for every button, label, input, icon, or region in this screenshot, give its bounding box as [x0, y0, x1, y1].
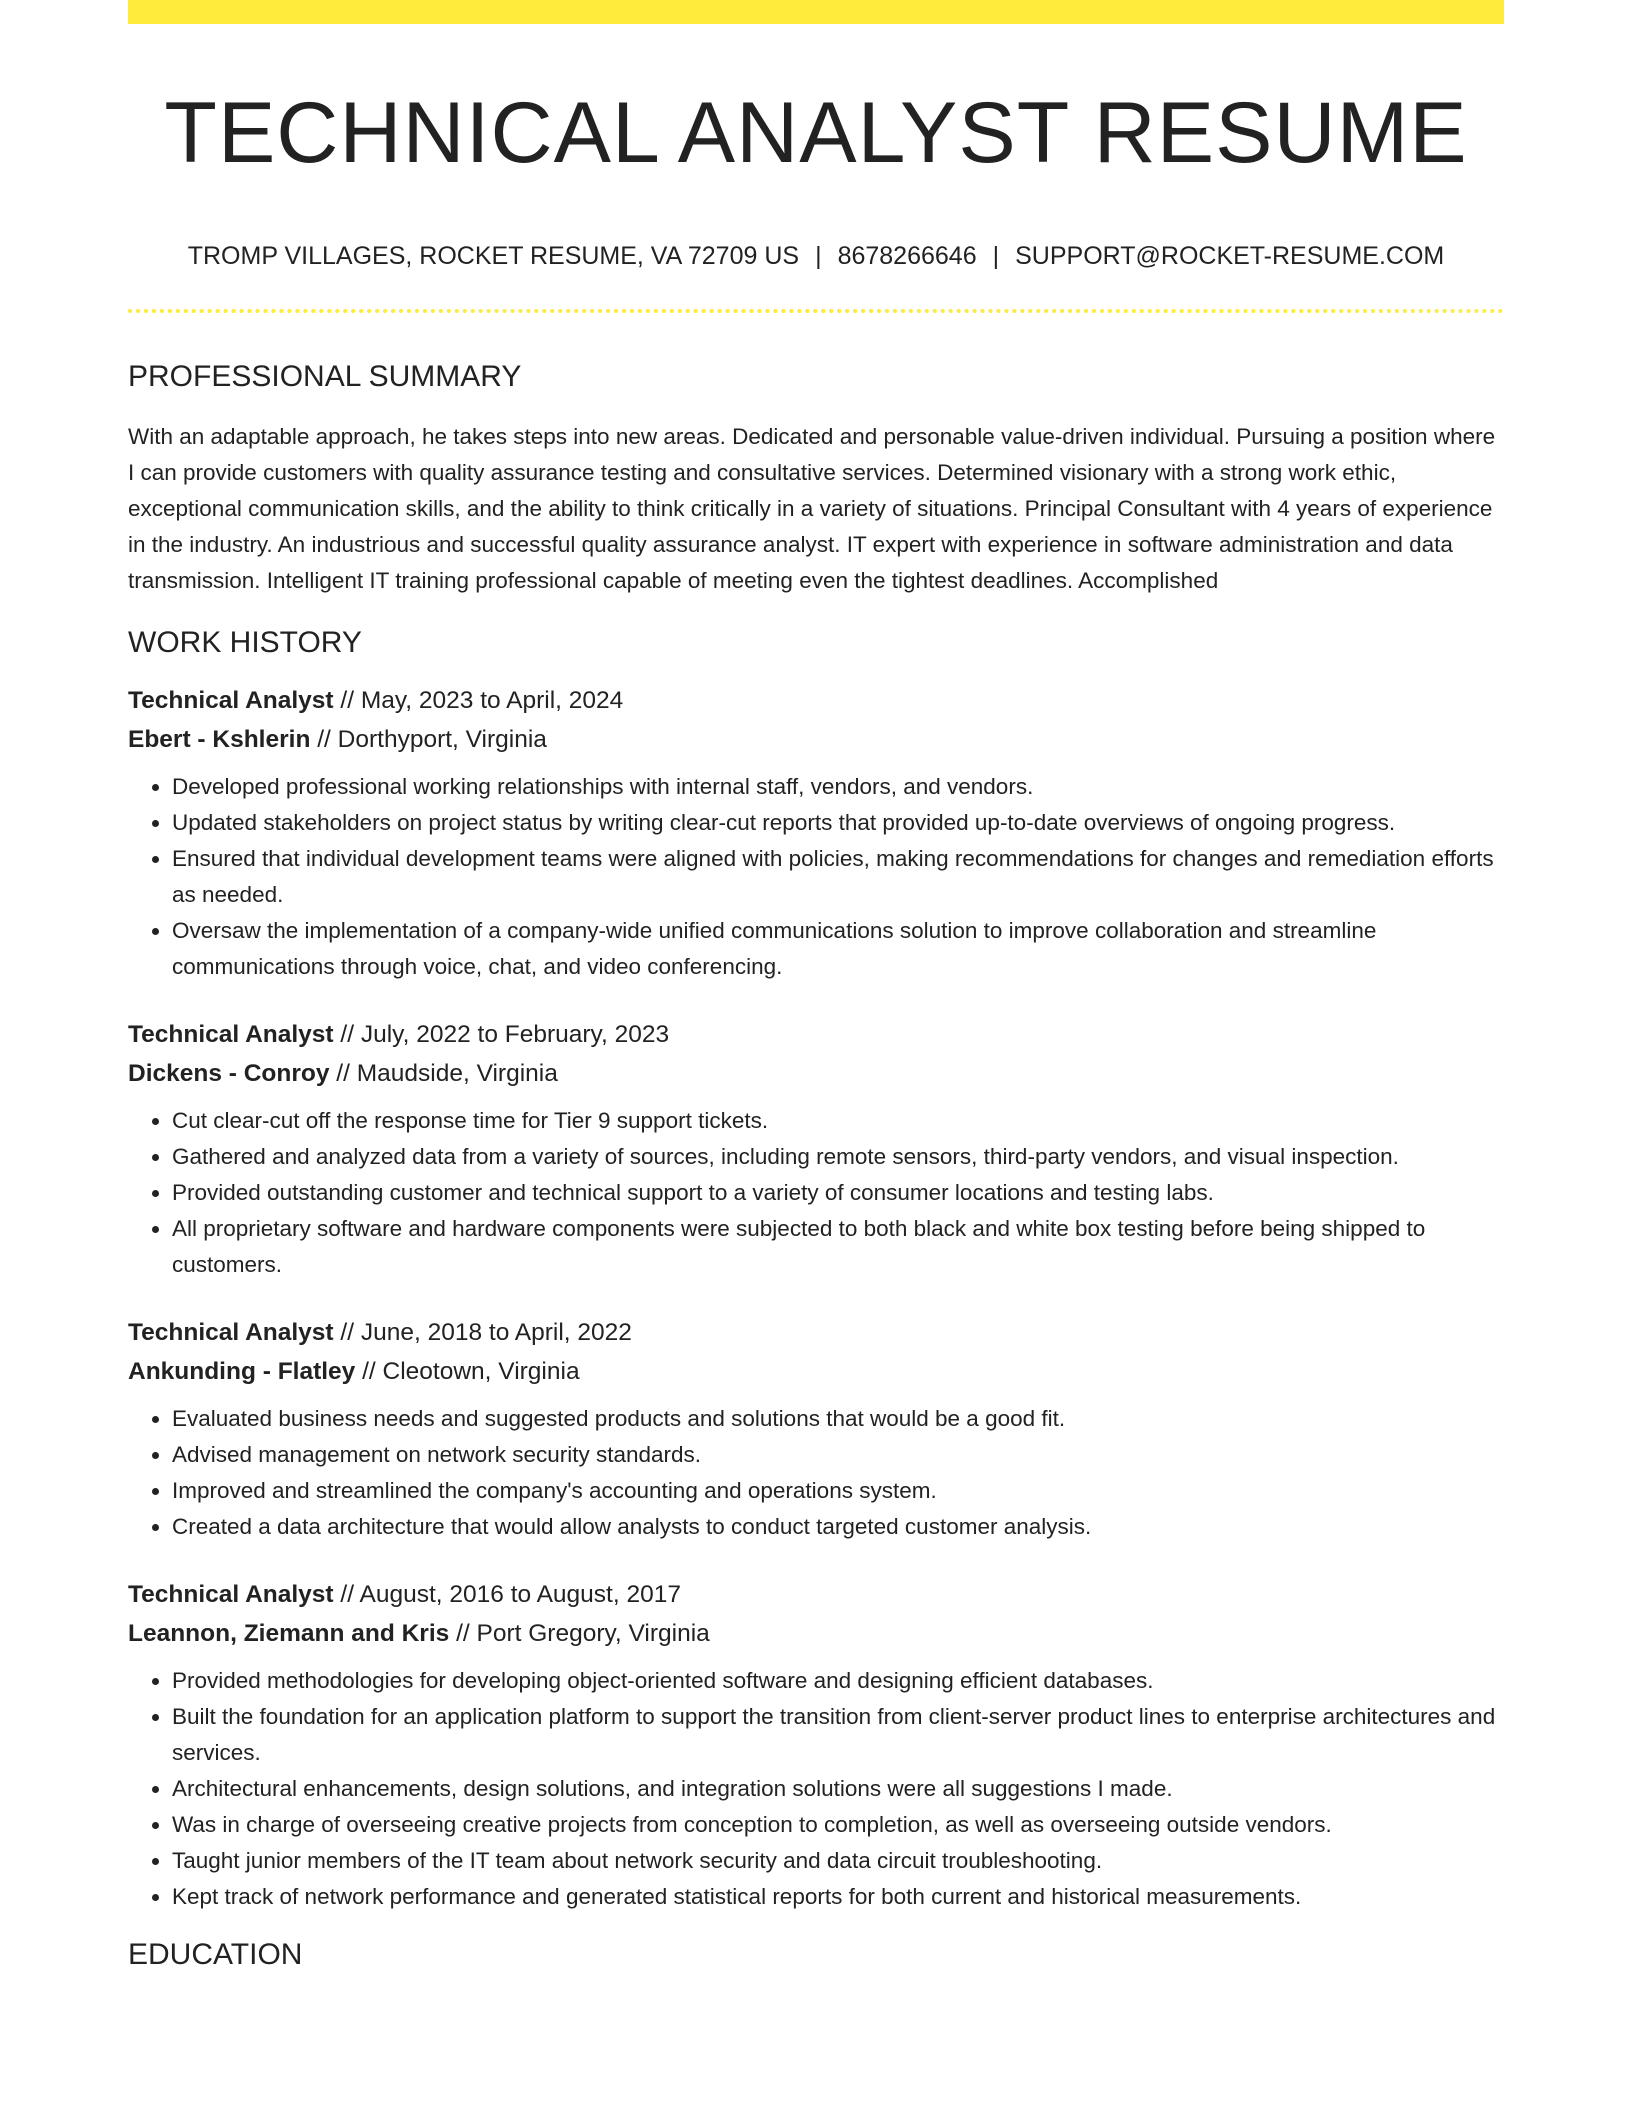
job-bullet: • All proprietary software and hardware components were subjected to both black and white box testing before being shipped to customers. — [172, 1211, 1504, 1283]
job-bullet: • Built the foundation for an application platform to support the transition from client-server product lines to enterprise architectures and services. — [172, 1699, 1504, 1771]
job-company-line — [128, 1054, 1504, 1093]
job-bullet: • Provided outstanding customer and technical support to a variety of consumer locations and testing labs. — [172, 1175, 1504, 1211]
job-bullet: • Gathered and analyzed data from a variety of sources, including remote sensors, third-party vendors, and visual inspection. — [172, 1139, 1504, 1175]
job-bullet: • Advised management on network security standards. — [172, 1437, 1504, 1473]
contact-line — [128, 241, 1504, 271]
job-bullet: • Updated stakeholders on project status by writing clear-cut reports that provided up-to-date overviews of ongoing progress. — [172, 805, 1504, 841]
job-location: Cleotown, Virginia — [382, 1357, 580, 1385]
job-title-line — [128, 1313, 1504, 1352]
job-title-line — [128, 1015, 1504, 1054]
education-heading: EDUCATION — [128, 1937, 303, 1971]
job-divider: // — [333, 1318, 361, 1346]
job-title-line — [128, 1575, 1504, 1614]
job-dates: June, 2018 to April, 2022 — [360, 1318, 632, 1346]
dotted-divider — [128, 309, 1504, 313]
job-entry — [128, 1015, 1504, 1283]
job-bullet: • Oversaw the implementation of a company-wide unified communications solution to improve collaboration and streamline communications through voice, chat, and video conferencing. — [172, 913, 1504, 985]
work-history-heading: WORK HISTORY — [128, 625, 362, 659]
summary-text: With an adaptable approach, he takes steps into new areas. Dedicated and personable value-driven individual. Pursuing a position where I can provide customers with quality assurance testing and consultative services. Determined visionary with a strong work ethic, exceptional communication skills, and the ability to think critically in a variety of situations. Principal Consultant with 4 years of experience in the industry. An industrious and successful quality assurance analyst. IT expert with experience in software administration and data transmission. Intelligent IT training professional capable of meeting even the tightest deadlines. Accomplished — [128, 423, 1496, 593]
job-bullet-list — [128, 1663, 1504, 1915]
job-bullet: • Improved and streamlined the company's accounting and operations system. — [172, 1473, 1504, 1509]
job-entry — [128, 1313, 1504, 1545]
job-location: Dorthyport, Virginia — [337, 725, 547, 753]
summary-heading: PROFESSIONAL SUMMARY — [128, 359, 522, 393]
job-company-line — [128, 720, 1504, 759]
work-history-list — [128, 681, 1504, 1915]
job-bullet: • Provided methodologies for developing object-oriented software and designing efficient databases. — [172, 1663, 1504, 1699]
job-divider: // — [333, 1580, 360, 1608]
job-divider: // — [333, 1020, 361, 1048]
job-location: Maudside, Virginia — [356, 1059, 558, 1087]
job-company-line — [128, 1614, 1504, 1653]
contact-phone: 8678266646 — [837, 241, 977, 270]
job-divider: // — [310, 725, 338, 753]
job-location: Port Gregory, Virginia — [476, 1619, 710, 1647]
job-company-line — [128, 1352, 1504, 1391]
job-dates: July, 2022 to February, 2023 — [360, 1020, 670, 1048]
job-divider: // — [329, 1059, 357, 1087]
job-divider: // — [449, 1619, 477, 1647]
job-company: Ankunding - Flatley — [128, 1357, 356, 1385]
job-company: Dickens - Conroy — [128, 1059, 330, 1087]
job-bullet: • Cut clear-cut off the response time for Tier 9 support tickets. — [172, 1103, 1504, 1139]
resume-title: TECHNICAL ANALYST RESUME — [164, 85, 1468, 181]
job-entry — [128, 681, 1504, 985]
contact-email: SUPPORT@ROCKET-RESUME.COM — [1015, 241, 1445, 270]
accent-top-bar — [128, 0, 1504, 24]
job-entry — [128, 1575, 1504, 1915]
job-bullet-list — [128, 1401, 1504, 1545]
job-bullet: • Developed professional working relationships with internal staff, vendors, and vendors. — [172, 769, 1504, 805]
job-bullet: • Ensured that individual development teams were aligned with policies, making recommendations for changes and remediation efforts as needed. — [172, 841, 1504, 913]
job-divider: // — [333, 686, 361, 714]
contact-separator: | — [992, 241, 1000, 270]
job-title: Technical Analyst — [128, 1318, 334, 1346]
job-dates: August, 2016 to August, 2017 — [359, 1580, 681, 1608]
job-bullet: • Created a data architecture that would allow analysts to conduct targeted customer analysis. — [172, 1509, 1504, 1545]
contact-separator: | — [815, 241, 822, 270]
job-dates: May, 2023 to April, 2024 — [360, 686, 624, 714]
job-bullet: • Was in charge of overseeing creative projects from conception to completion, as well as overseeing outside vendors. — [172, 1807, 1504, 1843]
job-bullet: • Evaluated business needs and suggested products and solutions that would be a good fit. — [172, 1401, 1504, 1437]
job-divider: // — [355, 1357, 383, 1385]
job-title: Technical Analyst — [128, 1580, 334, 1608]
job-bullet: • Architectural enhancements, design solutions, and integration solutions were all suggestions I made. — [172, 1771, 1504, 1807]
job-title: Technical Analyst — [128, 1020, 334, 1048]
job-company: Ebert - Kshlerin — [128, 725, 311, 753]
job-bullet-list — [128, 769, 1504, 985]
job-company: Leannon, Ziemann and Kris — [128, 1619, 450, 1647]
job-title-line — [128, 681, 1504, 720]
resume-page — [128, 0, 1504, 1973]
job-title: Technical Analyst — [128, 686, 334, 714]
job-bullet: • Taught junior members of the IT team about network security and data circuit troubleshooting. — [172, 1843, 1504, 1879]
job-bullet: • Kept track of network performance and generated statistical reports for both current and historical measurements. — [172, 1879, 1504, 1915]
contact-address: TROMP VILLAGES, ROCKET RESUME, VA 72709 US — [187, 241, 800, 270]
job-bullet-list — [128, 1103, 1504, 1283]
